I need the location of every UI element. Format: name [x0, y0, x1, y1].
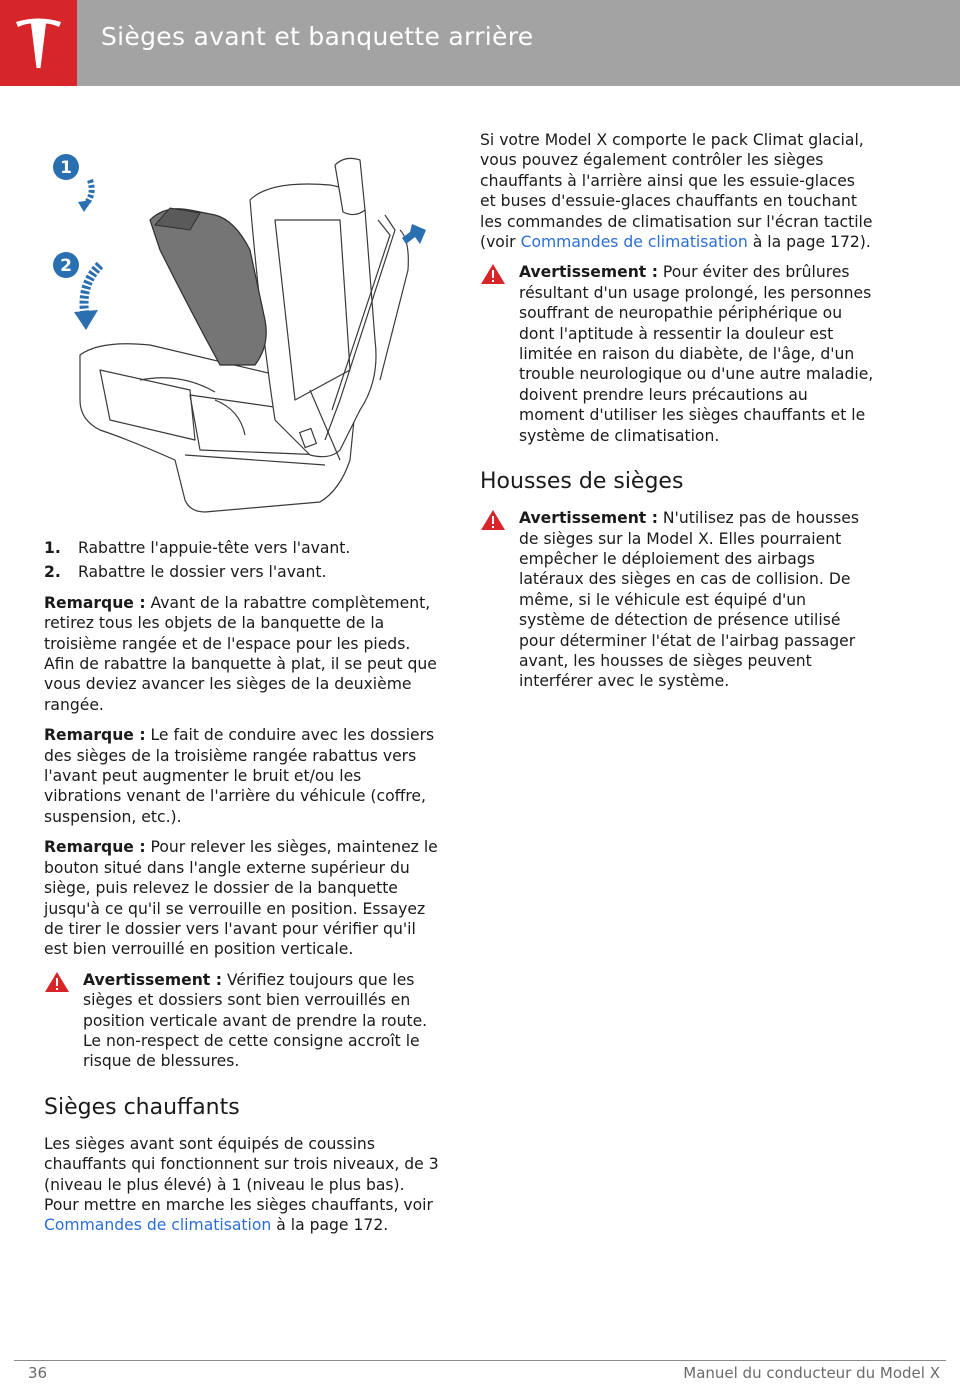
warning-label: Avertissement : [83, 970, 222, 989]
note-1 [44, 593, 439, 715]
callout-1-label: 1 [60, 158, 72, 178]
note-text: Avant de la rabattre complètement, retirez tous les objets de la banquette de la troisième rangée et de l'espace pour les pieds. Afin de rabattre la banquette à plat, il se peut que vous deviez avancer les sièges de la deuxième rangée. [44, 593, 437, 714]
page-title: Sièges avant et banquette arrière [101, 22, 534, 51]
warning-text: Vérifiez toujours que les sièges et dossiers sont bien verrouillés en position verticale avant de prendre la route. Le non-respect de cette consigne accroît le risque de blessures. [83, 970, 428, 1071]
warning-label: Avertissement : [519, 509, 658, 528]
paragraph-text: Les sièges avant sont équipés de coussins chauffants qui fonctionnent sur trois niveaux, de 3 (niveau le plus élevé) à 1 (niveau le plus bas). Pour mettre en marche les sièges chauffants, voir [44, 1134, 439, 1214]
step-text: Rabattre l'appuie-tête vers l'avant. [78, 539, 351, 557]
cold-weather-paragraph [480, 130, 875, 252]
callout-2-label: 2 [60, 256, 72, 276]
paragraph-text: à la page 172). [747, 233, 871, 252]
paragraph-text: à la page 172. [271, 1216, 389, 1235]
warning-icon [480, 508, 519, 692]
warning-block [44, 970, 439, 1072]
warning-block [480, 262, 875, 446]
step-2 [44, 562, 439, 582]
right-column [480, 130, 875, 702]
page-header [0, 0, 960, 86]
warning-icon [480, 262, 519, 446]
note-3 [44, 837, 439, 959]
step-number: 2. [44, 563, 61, 582]
seat-covers-heading: Housses de sièges [480, 469, 684, 495]
paragraph-text: Si votre Model X comporte le pack Climat glacial, vous pouvez également contrôler les sièges chauffants à l'arrière ainsi que les essuie-glaces et buses d'essuie-glaces chauffants en touchant les commandes de climatisation sur l'écran tactile (voir [480, 131, 873, 252]
tesla-logo-icon [13, 16, 64, 70]
left-column [44, 538, 439, 1246]
page-number: 36 [28, 1364, 48, 1382]
note-label: Remarque : [44, 593, 146, 612]
climate-controls-link[interactable]: Commandes de climatisation [44, 1216, 272, 1235]
warning-text: Pour éviter des brûlures résultant d'un usage prolongé, les personnes souffrant de neuropathie périphérique ou dont l'aptitude à ressentir la douleur est limitée en raison du diabète, de l'âge, d'un trouble neurologique ou d'une autre maladie, doivent prendre leurs précautions au moment d'utiliser les sièges chauffants et le système de climatisation. [519, 263, 874, 445]
tesla-logo [0, 0, 77, 86]
note-label: Remarque : [44, 838, 146, 857]
seat-folding-illustration [40, 140, 440, 520]
step-1 [44, 538, 439, 558]
note-text: Le fait de conduire avec les dossiers des sièges de la troisième rangée rabattus vers l'avant peut augmenter le bruit et/ou les vibrations venant de l'arrière du véhicule (coffre, suspension, etc.). [44, 726, 435, 826]
warning-block [480, 508, 875, 692]
heated-seats-heading: Sièges chauffants [44, 1094, 240, 1120]
manual-title: Manuel du conducteur du Model X [683, 1364, 940, 1382]
note-text: Pour relever les sièges, maintenez le bouton situé dans l'angle externe supérieur du siège, puis relevez le dossier de la banquette jusqu'à ce qu'il se verrouille en position. Essayez de tirer le dossier vers l'avant pour vérifier qu'il est bien verrouillé en position verticale. [44, 838, 438, 959]
release-button-arrow-icon [402, 224, 426, 244]
warning-label: Avertissement : [519, 263, 658, 282]
heated-seats-paragraph [44, 1134, 439, 1236]
note-label: Remarque : [44, 726, 146, 745]
note-2 [44, 725, 439, 827]
warning-text: N'utilisez pas de housses de sièges sur la Model X. Elles pourraient empêcher le déploiement des airbags latéraux des sièges en cas de collision. De même, si le véhicule est équipé d'un système de détection de présence utilisé pour déterminer l'état de l'airbag passager avant, les housses de sièges peuvent interférer avec le système. [519, 509, 859, 691]
footer-divider [14, 1360, 946, 1361]
warning-icon [44, 970, 83, 1072]
climate-controls-link[interactable]: Commandes de climatisation [520, 233, 748, 252]
step-number: 1. [44, 539, 61, 557]
step-text: Rabattre le dossier vers l'avant. [78, 563, 327, 582]
